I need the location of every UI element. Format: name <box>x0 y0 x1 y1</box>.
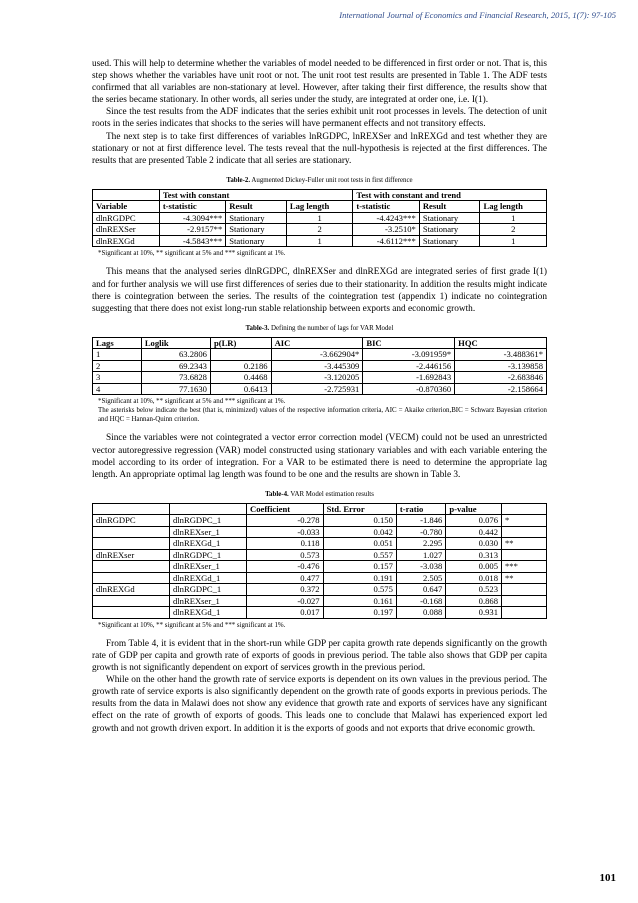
table-row: dlnRGDPC -4.3094*** Stationary 1 -4.4243*** Stationary 1 <box>93 212 547 224</box>
table-row: dlnREXGd_1 0.017 0.197 0.088 0.931 <box>93 607 547 619</box>
table2-caption: Table-2. Augmented Dickey-Fuller unit root tests in first difference <box>226 176 413 184</box>
article-body <box>92 58 547 735</box>
table3 <box>92 337 547 396</box>
table-row: dlnREXser_1 -0.033 0.042 -0.780 0.442 <box>93 526 547 538</box>
table-row: 1 63.2806 -3.662904* -3.091959* -3.488361* <box>93 349 547 361</box>
table-row: 2 69.2343 0.2186 -3.445309 -2.446156 -3.139858 <box>93 360 547 372</box>
table2-group2: Test with constant and trend <box>353 189 547 201</box>
table3-note: *Significant at 10%, ** significant at 5% and *** significant at 1%. <box>98 398 286 406</box>
table2-header-row: Variable t-statistic Result Lag length t-statistic Result Lag length <box>93 201 547 213</box>
paragraph: The next step is to take first differences of variables lnRGDPC, lnREXSer and lnREXGd and test whether they are stationary or not at first difference level. The tests reveal that the null-hypothesis is rejected at the first differences. The results that are presented Table 2 indicate that all series are stationary. <box>92 131 547 166</box>
table2-note: *Significant at 10%, ** significant at 5% and *** significant at 1%. <box>98 250 286 258</box>
table3-header-row: Lags Loglik p(LR) AIC BIC HQC <box>93 337 547 349</box>
paragraph: This means that the analysed series dlnRGDPC, dlnREXSer and dlnREXGd are integrated series of first grade I(1) and for further analysis we will use first differences of series due to their stationarity. In addition the results might indicate there is cointegration between the series. The results of the cointegration test (appendix 1) indicate no cointegration suggesting that there does not exist long-run stable relationship between exports and economic growth. <box>92 267 547 314</box>
table-row: dlnREXSer -2.9157** Stationary 2 -3.2510* Stationary 2 <box>93 224 547 236</box>
page-number: 101 <box>599 872 616 884</box>
table-row: dlnREXser_1 -0.476 0.157 -3.038 0.005 *** <box>93 561 547 573</box>
paragraph: While on the other hand the growth rate of service exports is dependent on its own values in the previous period. The growth rate of service exports is also significantly dependent on the growth rate of goods exports in previous periods. The results from the data in Malawi does not show any evidence that growth rate and exports of services have any significant effect on the rate of growth of exports of goods. This leads one to conclude that Malawi has experienced export led growth and not growth driven export. In addition it is the exports of goods and not exports that drive economic growth. <box>92 675 547 734</box>
table4-header-row: Coefficient Std. Error t-ratio p-value <box>93 503 547 515</box>
journal-header: International Journal of Economics and Financial Research, 2015, 1(7): 97-105 <box>339 10 616 20</box>
table-row: dlnREXGd -4.5843*** Stationary 1 -4.6112*** Stationary 1 <box>93 235 547 247</box>
table4-caption: Table-4. VAR Model estimation results <box>265 490 374 498</box>
table-row: dlnREXGd dlnRGDPC_1 0.372 0.575 0.647 0.523 <box>93 584 547 596</box>
table-row: dlnREXGd_1 0.477 0.191 2.505 0.018 ** <box>93 572 547 584</box>
table3-note: The asterisks below indicate the best (that is, minimized) values of the respective information criteria, AIC = Akaike criterion,BIC = Schwarz Bayesian criterion and HQC = Hannan-Quinn criterion. <box>98 407 547 424</box>
table-row: dlnREXGd_1 0.118 0.051 2.295 0.030 ** <box>93 538 547 550</box>
table-row: dlnREXser dlnRGDPC_1 0.573 0.557 1.027 0.313 <box>93 549 547 561</box>
table4 <box>92 503 547 619</box>
table2-group1: Test with constant <box>159 189 353 201</box>
paragraph: From Table 4, it is evident that in the short-run while GDP per capita growth rate depends significantly on the growth rate of GDP per capita and growth rate of exports of goods in previous period. The table also shows that GDP per capita growth is not significantly dependent on export of services growth in the previous period. <box>92 638 547 674</box>
paragraph: Since the test results from the ADF indicates that the series exhibit unit root processes in levels. The detection of unit roots in the series indicates that shocks to the series will have permanent effects and not transitory effects. <box>92 107 547 130</box>
paragraph: used. This will help to determine whether the variables of model needed to be differenced in first order or not. That is, this step shows whether the variables have unit root or not. The unit root test results are presented in Table 1. The ADF tests confirmed that all variables are non-stationary at level. However, after taking their first difference, the results show that the series became stationary. In other words, all series under the study, are integrated at order one, i.e. I(1). <box>92 59 547 106</box>
table3-caption: Table-3. Defining the number of lags for VAR Model <box>245 324 394 332</box>
table4-note: *Significant at 10%, ** significant at 5% and *** significant at 1%. <box>98 621 286 629</box>
table-row: 4 77.1630 0.6413 -2.725931 -0.870360 -2.158664 <box>93 383 547 395</box>
table-row: dlnREXser_1 -0.027 0.161 -0.168 0.868 <box>93 595 547 607</box>
table-row: dlnRGDPC dlnRGDPC_1 -0.278 0.150 -1.846 0.076 * <box>93 515 547 527</box>
table2 <box>92 189 547 248</box>
paragraph: Since the variables were not cointegrated a vector error correction model (VECM) could not be used an unrestricted vector autoregressive regression (VAR) model constructed using stationary variables and with each variable entering the model according to its order of integration. For a VAR to be estimated there is need to determine the appropriate lag length. An appropriate optimal lag length was found to be one and the results are shown in Table 3. <box>92 433 547 480</box>
table-row: 3 73.6828 0.4468 -3.120205 -1.692843 -2.683846 <box>93 372 547 384</box>
